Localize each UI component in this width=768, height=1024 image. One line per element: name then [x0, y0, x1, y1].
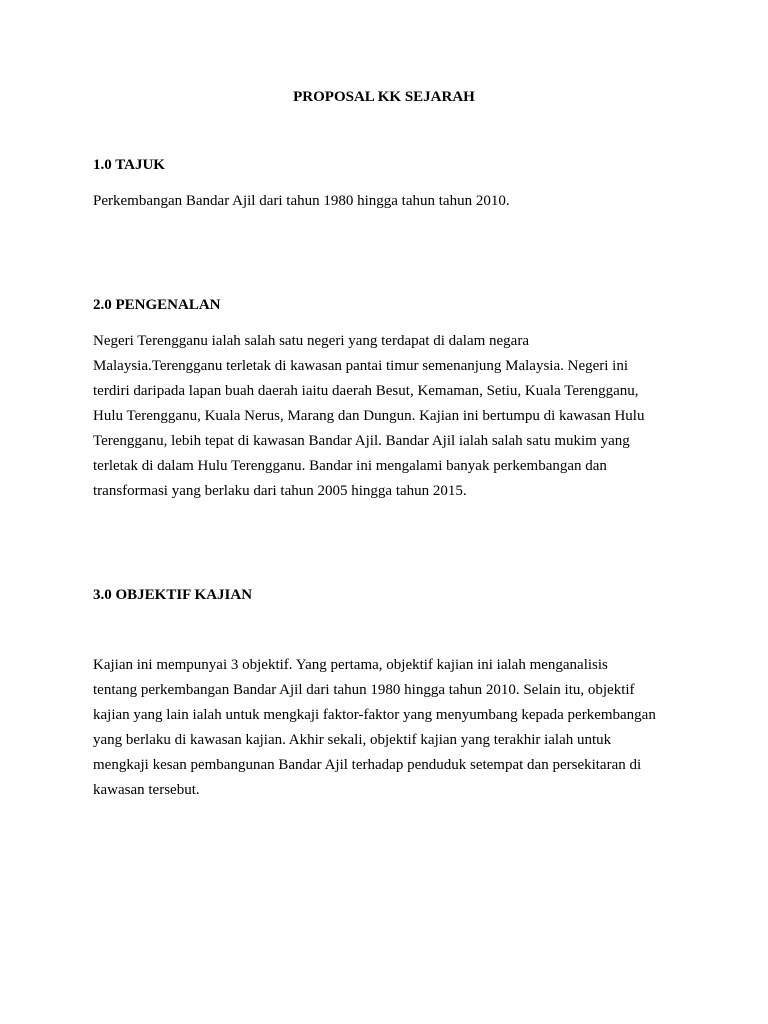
body-line: Negeri Terengganu ialah salah satu negeri yang terdapat di dalam negara — [93, 333, 529, 349]
document-title: PROPOSAL KK SEJARAH — [293, 89, 475, 105]
body-line: terdiri daripada lapan buah daerah iaitu daerah Besut, Kemaman, Setiu, Kuala Terengganu, — [93, 383, 639, 399]
body-line: tentang perkembangan Bandar Ajil dari tahun 1980 hingga tahun 2010. Selain itu, objektif — [93, 682, 635, 698]
body-line: Hulu Terengganu, Kuala Nerus, Marang dan Dungun. Kajian ini bertumpu di kawasan Hulu — [93, 408, 645, 424]
body-line: yang berlaku di kawasan kajian. Akhir sekali, objektif kajian yang terakhir ialah untuk — [93, 732, 612, 748]
section-heading-pengenalan: 2.0 PENGENALAN — [93, 297, 221, 313]
body-line: Perkembangan Bandar Ajil dari tahun 1980 hingga tahun tahun 2010. — [93, 193, 510, 209]
body-line: terletak di dalam Hulu Terengganu. Bandar ini mengalami banyak perkembangan dan — [93, 458, 607, 474]
body-line: transformasi yang berlaku dari tahun 2005 hingga tahun 2015. — [93, 483, 467, 499]
section-heading-objektif-kajian: 3.0 OBJEKTIF KAJIAN — [93, 587, 253, 603]
body-line: Kajian ini mempunyai 3 objektif. Yang pertama, objektif kajian ini ialah menganalisis — [93, 657, 608, 673]
section-heading-tajuk: 1.0 TAJUK — [93, 157, 165, 173]
body-line: kajian yang lain ialah untuk mengkaji faktor-faktor yang menyumbang kepada perkembangan — [93, 707, 656, 723]
body-line: kawasan tersebut. — [93, 782, 200, 798]
body-line: Terengganu, lebih tepat di kawasan Bandar Ajil. Bandar Ajil ialah salah satu mukim yang — [93, 433, 630, 449]
body-line: mengkaji kesan pembangunan Bandar Ajil terhadap penduduk setempat dan persekitaran di — [93, 757, 642, 773]
body-line: Malaysia.Terengganu terletak di kawasan pantai timur semenanjung Malaysia. Negeri ini — [93, 358, 629, 374]
